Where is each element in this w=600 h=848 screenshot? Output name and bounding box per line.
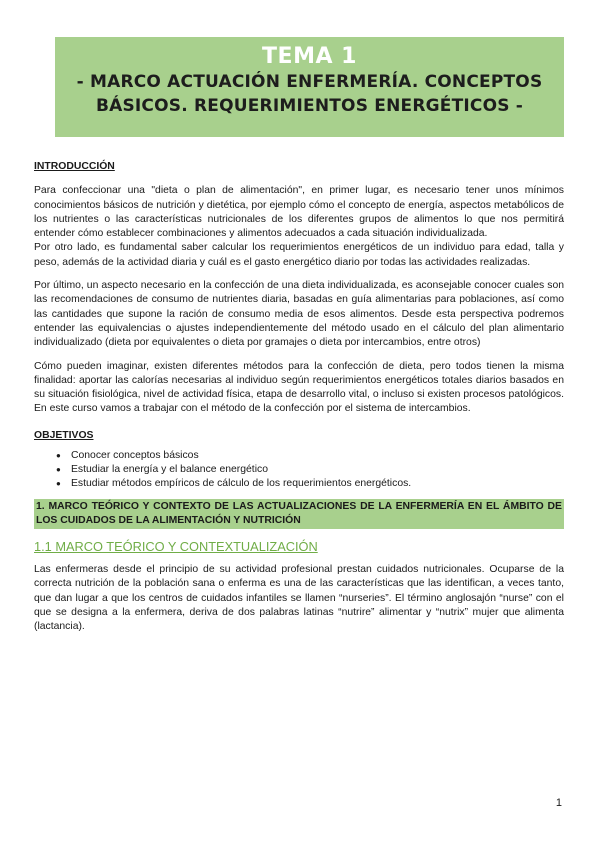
page-number: 1	[555, 797, 562, 809]
objetivos-list	[34, 449, 564, 491]
introduccion-heading: INTRODUCCIÓN	[34, 161, 115, 172]
list-item: ● Estudiar métodos empíricos de cálculo de los requerimientos energéticos.	[56, 477, 564, 491]
banner-subtitle-line2: BÁSICOS. REQUERIMIENTOS ENERGÉTICOS -	[95, 96, 524, 116]
list-item: ● Estudiar la energía y el balance energético	[56, 463, 564, 477]
banner-title: TEMA 1	[262, 44, 357, 69]
title-banner	[55, 37, 564, 137]
intro-paragraph-1: Para confeccionar una "dieta o plan de alimentación", en primer lugar, es necesario tener unos mínimos conocimientos básicos de nutrición y dietética, por ejemplo cómo el concepto de energía, aspectos metabólicos de los nutrientes o las características nutricionales de los diferentes grupos de alimentos lo que nos permitirá entender cómo establecer combinaciones y alimentos adecuados a cada situación individualizada.	[34, 185, 564, 240]
document-body	[34, 160, 564, 635]
section-1-1-heading: 1.1 MARCO TEÓRICO Y CONTEXTUALIZACIÓN	[34, 539, 318, 555]
list-item: ● Conocer conceptos básicos	[56, 449, 564, 463]
intro-paragraph-4: Cómo pueden imaginar, existen diferentes métodos para la confección de dieta, pero todos tienen la misma finalidad: aportar las calorías necesarias al individuo según requerimientos energéticos totales diarios basados en su situación fisiológica, nivel de actividad física, etapa de desarrollo vital, o incluso si existen procesos patológicos. En este curso vamos a trabajar con el método de la confección por el sistema de intercambios.	[34, 360, 564, 415]
section-1-title: 1. MARCO TEÓRICO Y CONTEXTO DE LAS ACTUALIZACIONES DE LA ENFERMERÍA EN EL ÁMBITO DE LOS CUIDADOS DE LA ALIMENTACIÓN Y NUTRICIÓN	[34, 499, 564, 529]
intro-paragraph-3: Por último, un aspecto necesario en la confección de una dieta individualizada, es aconsejable conocer cuales son las recomendaciones de consumo de nutrientes diaria, basadas en guía alimentarias para poblaciones, así como las cantidades que supone la ración de consumo media de esos alimentos. Desde esta perspectiva podremos entender las equivalencias o ajustes independientemente del método usado en el cálculo del plan alimentario individualizado (dieta por equivalentes o dieta por gramajes o dieta por intercambios, entre otros)	[34, 280, 564, 349]
objetivos-heading: OBJETIVOS	[34, 429, 94, 441]
intro-paragraph-2: Por otro lado, es fundamental saber calcular los requerimientos energéticos de un individuo para edad, talla y peso, además de la actividad diaria y cuál es el gasto energético diario por todas las actividades realizadas.	[34, 242, 564, 268]
section-1-1-paragraph: Las enfermeras desde el principio de su actividad profesional prestan cuidados nutricionales. Ocuparse de la correcta nutrición de la población sana o enferma es una de las características que las identifican, a veces tanto, que dan lugar a que los centros de cuidados infantiles se llamen “nurseries”. El término anglosajón “nurse” con el que se designa a la enfermera, deriva de dos palabras latinas “nutrire” alimentar y “nutrix” mujer que alimenta (lactancia).	[34, 564, 564, 633]
banner-subtitle-line1: - MARCO ACTUACIÓN ENFERMERÍA. CONCEPTOS	[76, 72, 543, 92]
